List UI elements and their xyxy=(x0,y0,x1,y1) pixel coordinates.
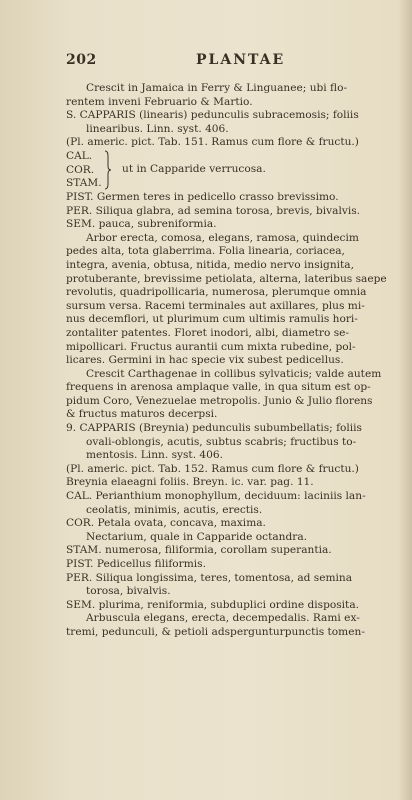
text-line: S. CAPPARIS (linearis) pedunculis subracemosis; foliis xyxy=(66,109,359,122)
text-line: protuberante, brevissime petiolata, alterna, lateribus saepe xyxy=(66,272,387,285)
brace-label-cor: COR. xyxy=(66,163,95,176)
text-line: PER. Siliqua longissima, teres, tomentosa, ad semina xyxy=(66,571,353,584)
text-line: Arbuscula elegans, erecta, decempedalis. Rami ex- xyxy=(86,612,360,625)
text-line: PIST. Germen teres in pedicello crasso brevissimo. xyxy=(66,190,339,203)
text-line: STAM. numerosa, filiformia, corollam superantia. xyxy=(66,544,332,557)
brace-label-cal: CAL. xyxy=(66,149,93,162)
page-header xyxy=(66,52,392,70)
text-line: SEM. pauca, subreniformia. xyxy=(66,218,217,231)
text-line: Crescit Carthagenae in collibus sylvaticis; valde autem xyxy=(86,367,382,380)
brace-group xyxy=(66,150,406,191)
text-line: tremi, pedunculi, & petioli adspergunturpunctis tomen- xyxy=(66,625,365,638)
text-line: (Pl. americ. pict. Tab. 151. Ramus cum flore & fructu.) xyxy=(66,136,359,149)
text-line: ceolatis, minimis, acutis, erectis. xyxy=(86,503,263,516)
text-line: Arbor erecta, comosa, elegans, ramosa, quindecim xyxy=(86,231,359,244)
text-line: CAL. Perianthium monophyllum, deciduum: laciniis lan- xyxy=(66,490,366,503)
text-line: Breynia elaeagni foliis. Breyn. ic. var. pag. 11. xyxy=(66,476,314,489)
brace-icon xyxy=(104,150,112,190)
text-line: pidum Coro, Venezuelae metropolis. Junio & Julio florens xyxy=(66,394,373,407)
brace-label-stam: STAM. xyxy=(66,177,102,190)
text-line: (Pl. americ. pict. Tab. 152. Ramus cum flore & fructu.) xyxy=(66,462,359,475)
text-line: mentosis. Linn. syst. 406. xyxy=(86,449,224,462)
text-line: nus decemflori, ut plurimum cum ultimis ramulis hori- xyxy=(66,313,358,326)
text-block-b xyxy=(66,191,406,640)
text-line: Nectarium, quale in Capparide octandra. xyxy=(86,530,308,543)
text-line: zontaliter patentes. Floret inodori, albi, diametro se- xyxy=(66,326,350,339)
text-line: PIST. Pedicellus filiformis. xyxy=(66,558,206,570)
text-line: frequens in arenosa amplaque valle, in qua situm est op- xyxy=(66,381,371,394)
text-block-a xyxy=(66,82,406,150)
text-line: licares. Germini in hac specie vix subest pedicellus. xyxy=(66,354,344,367)
running-head: PLANTAE xyxy=(196,52,286,68)
text-line: torosa, bivalvis. xyxy=(86,585,171,598)
text-line: sursum versa. Racemi terminales aut axillares, plus mi- xyxy=(66,299,365,312)
text-line: ovali-oblongis, acutis, subtus scabris; fructibus to- xyxy=(86,435,357,448)
text-line: rentem inveni Februario & Martio. xyxy=(66,95,253,108)
text-line: linearibus. Linn. syst. 406. xyxy=(86,122,229,135)
body-text xyxy=(66,82,406,640)
text-line: pedes alta, tota glaberrima. Folia linearia, coriacea, xyxy=(66,245,345,258)
text-line: COR. Petala ovata, concava, maxima. xyxy=(66,517,266,530)
text-line: SEM. plurima, reniformia, subduplici ordine disposita. xyxy=(66,598,359,611)
text-line: revolutis, quadripollicaria, numerosa, plerumque omnia xyxy=(66,286,367,299)
brace-text: ut in Capparide verrucosa. xyxy=(122,162,266,175)
text-line: mipollicari. Fructus aurantii cum mixta rubedine, pol- xyxy=(66,340,356,353)
text-line: 9. CAPPARIS (Breynia) pedunculis subumbellatis; foliis xyxy=(66,422,362,435)
text-line: PER. Siliqua glabra, ad semina torosa, brevis, bivalvis. xyxy=(66,204,361,217)
text-line: integra, avenia, obtusa, nitida, medio nervo insignita, xyxy=(66,258,354,271)
page-number: 202 xyxy=(66,52,97,68)
text-line: Crescit in Jamaica in Ferry & Linguanee; ubi flo- xyxy=(86,82,348,94)
text-line: & fructus maturos decerpsi. xyxy=(66,408,218,421)
